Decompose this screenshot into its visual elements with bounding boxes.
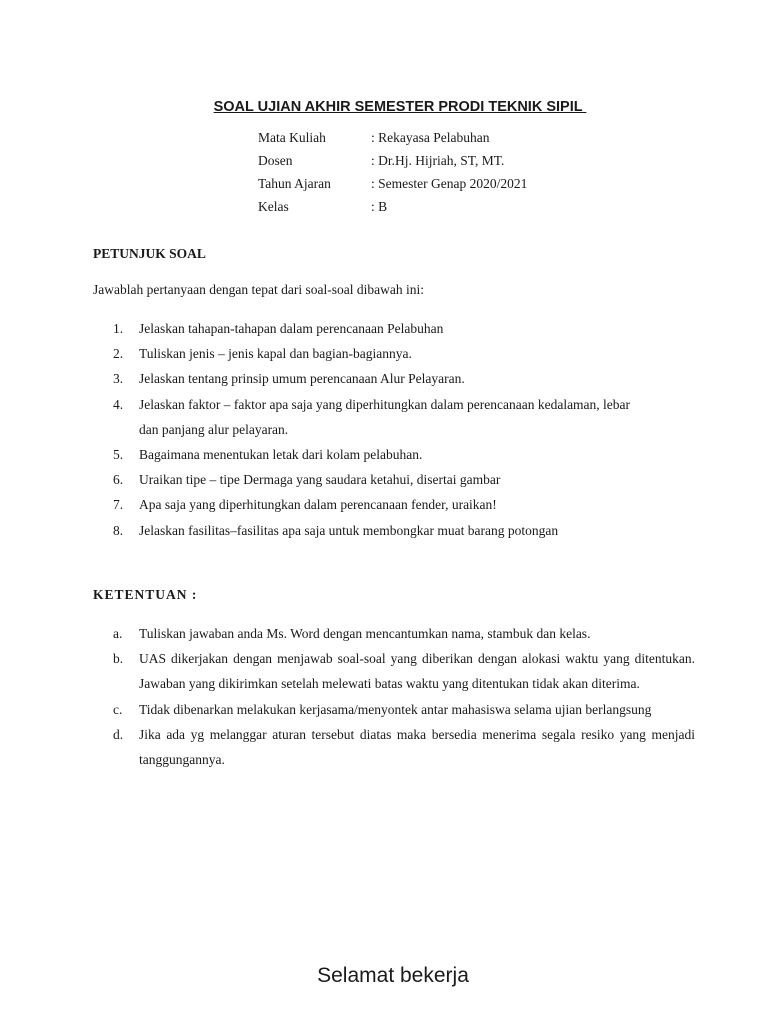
question-list	[93, 316, 695, 543]
info-value: : Semester Genap 2020/2021	[371, 176, 528, 191]
question-text: Tuliskan jenis – jenis kapal dan bagian-bagiannya.	[139, 346, 412, 362]
rule-text: UAS dikerjakan dengan menjawab soal-soal yang diberikan dengan alokasi waktu yang ditentukan. Jawaban yang dikirimkan setelah melewati batas waktu yang ditentukan tidak akan diterima.	[139, 651, 695, 692]
rule-text: Tidak dibenarkan melakukan kerjasama/menyontek antar mahasiswa selama ujian berlangsung	[139, 701, 652, 717]
course-info	[258, 128, 527, 220]
rule-item	[93, 722, 695, 772]
question-item	[93, 316, 695, 341]
question-text: Jelaskan tentang prinsip umum perencanaan Alur Pelayaran.	[139, 371, 465, 387]
question-number: 4.	[113, 396, 124, 412]
info-label: Mata Kuliah	[258, 130, 326, 145]
info-value: : B	[371, 199, 388, 214]
question-number: 5.	[113, 447, 124, 463]
rule-item	[93, 621, 695, 646]
question-text: Uraikan tipe – tipe Dermaga yang saudara ketahui, disertai gambar	[139, 472, 501, 488]
question-item	[93, 341, 695, 366]
question-text: Jelaskan tahapan-tahapan dalam perencanaan Pelabuhan	[139, 321, 444, 336]
question-text: Jelaskan faktor – faktor apa saja yang diperhitungkan dalam perencanaan kedalaman, lebar	[139, 396, 631, 412]
document-title: SOAL UJIAN AKHIR SEMESTER PRODI TEKNIK SIPIL	[213, 99, 587, 115]
info-label: Kelas	[258, 199, 289, 214]
question-text: Bagaimana menentukan letak dari kolam pelabuhan.	[139, 447, 423, 463]
question-text: Jelaskan fasilitas–fasilitas apa saja untuk membongkar muat barang potongan	[139, 522, 559, 538]
question-item	[93, 392, 695, 417]
closing-text: Selamat bekerja	[317, 964, 469, 987]
question-number: 1.	[113, 321, 124, 336]
rule-letter: d.	[113, 726, 124, 742]
petunjuk-heading: PETUNJUK SOAL	[93, 246, 206, 261]
info-row-mata-kuliah	[258, 128, 527, 151]
rule-letter: a.	[113, 626, 123, 641]
question-item-continuation	[93, 417, 695, 442]
question-item	[93, 442, 695, 467]
rules-list	[93, 621, 695, 772]
rule-text: Jika ada yg melanggar aturan tersebut diatas maka bersedia menerima segala resiko yang menjadi tanggungannya.	[139, 726, 695, 768]
question-number: 7.	[113, 497, 124, 513]
rule-text: Tuliskan jawaban anda Ms. Word dengan mencantumkan nama, stambuk dan kelas.	[139, 626, 591, 641]
ketentuan-heading: KETENTUAN :	[93, 587, 198, 602]
info-row-tahun-ajaran	[258, 174, 527, 197]
rule-item	[93, 697, 695, 722]
info-row-kelas	[258, 197, 527, 220]
question-number: 8.	[113, 522, 124, 538]
info-label: Dosen	[258, 153, 293, 168]
info-label: Tahun Ajaran	[258, 176, 331, 191]
petunjuk-intro: Jawablah pertanyaan dengan tepat dari soal-soal dibawah ini:	[93, 282, 425, 297]
question-item	[93, 366, 695, 391]
question-item	[93, 492, 695, 517]
question-text: Apa saja yang diperhitungkan dalam perencanaan fender, uraikan!	[139, 497, 497, 513]
info-value: : Rekayasa Pelabuhan	[371, 130, 490, 145]
question-number: 2.	[113, 346, 124, 362]
rule-item	[93, 646, 695, 696]
question-item	[93, 518, 695, 543]
question-number: 3.	[113, 371, 124, 387]
rule-letter: c.	[113, 701, 123, 717]
info-value: : Dr.Hj. Hijriah, ST, MT.	[371, 153, 505, 168]
info-row-dosen	[258, 151, 527, 174]
question-text-continuation: dan panjang alur pelayaran.	[139, 421, 289, 437]
question-number: 6.	[113, 472, 124, 488]
rule-letter: b.	[113, 651, 124, 667]
question-item	[93, 467, 695, 492]
